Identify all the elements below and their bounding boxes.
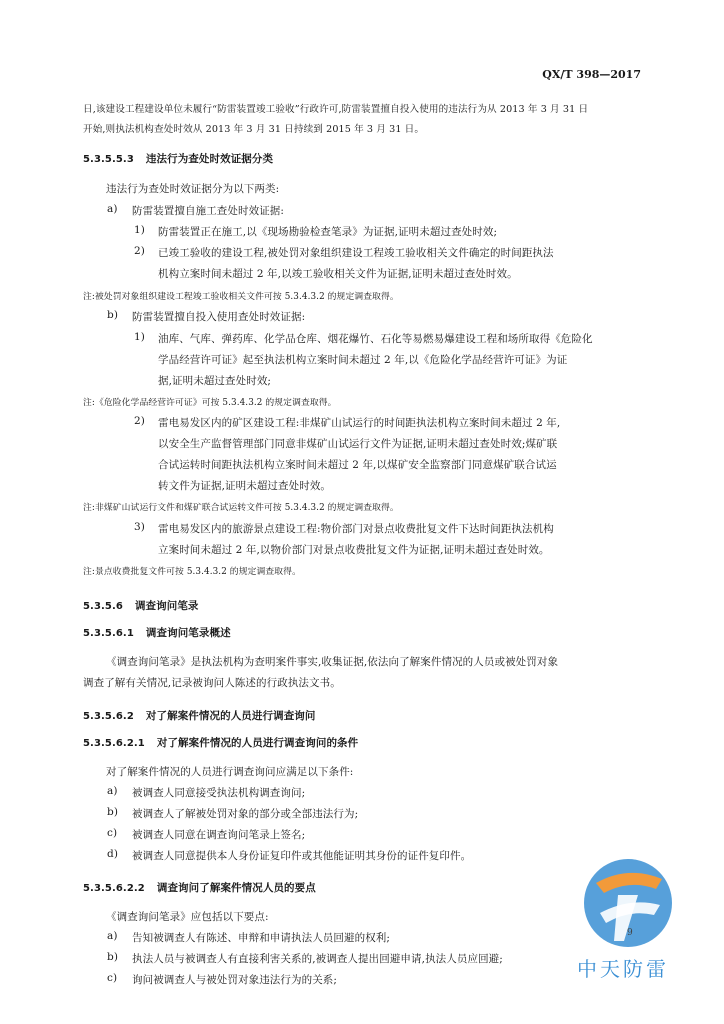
paragraph-line: 开始,则执法机构查处时效从 2013 年 3 月 31 日持续到 2015 年 3 月 31 日。	[83, 124, 425, 135]
list-item: 以安全生产监督管理部门同意非煤矿山试运行文件为证据,证明未超过查处时效;煤矿联	[158, 438, 558, 450]
list-item: 立案时间未超过 2 年,以物价部门对景点收费批复文件为证据,证明未超过查处时效。	[158, 544, 550, 556]
list-marker: a)	[107, 785, 118, 797]
list-item: 被调查人了解被处罚对象的部分或全部违法行为;	[132, 808, 359, 820]
section-title: 调查询问了解案件情况人员的要点	[156, 882, 316, 894]
paragraph-line: 日,该建设工程建设单位未履行“防雷装置竣工验收”行政许可,防雷装置擅自投入使用的违法行为从 2013 年 3 月 31 日	[83, 104, 589, 115]
list-marker: 2)	[134, 415, 145, 427]
list-item: 雷电易发区内的旅游景点建设工程:物价部门对景点收费批复文件下达时间距执法机构	[158, 523, 554, 535]
section-heading	[83, 880, 316, 895]
note: 注:景点收费批复文件可按 5.3.4.3.2 的规定调查取得。	[83, 567, 301, 577]
list-item: 雷电易发区内的矿区建设工程:非煤矿山试运行的时间距执法机构立案时间未超过 2 年,	[158, 417, 561, 429]
section-number: 5.3.5.6.2	[83, 711, 134, 722]
note: 注:《危险化学品经营许可证》可按 5.3.4.3.2 的规定调查取得。	[83, 398, 337, 408]
paragraph-line: 《调查询问笔录》是执法机构为查明案件事实,收集证据,依法向了解案件情况的人员或被处罚对象	[106, 656, 559, 668]
section-title: 对了解案件情况的人员进行调查询问的条件	[156, 737, 359, 749]
section-number: 5.3.5.5.3	[83, 154, 134, 165]
list-item: 合试运转时间距执法机构立案时间未超过 2 年,以煤矿安全监察部门同意煤矿联合试运	[158, 459, 557, 471]
list-marker: 1)	[134, 224, 145, 236]
section-number: 5.3.5.6	[83, 601, 123, 612]
list-marker: 2)	[134, 245, 145, 257]
list-item: 油库、气库、弹药库、化学品仓库、烟花爆竹、石化等易燃易爆建设工程和场所取得《危险化	[158, 333, 593, 345]
list-item: 防雷装置擅自投入使用查处时效证据:	[132, 311, 306, 323]
list-marker: 3)	[134, 521, 145, 533]
section-heading	[83, 735, 358, 750]
list-marker: a)	[107, 930, 118, 942]
section-title: 调查询问笔录概述	[145, 627, 231, 639]
note: 注:非煤矿山试运行文件和煤矿联合试运转文件可按 5.3.4.3.2 的规定调查取得。	[83, 503, 399, 513]
note: 注:被处罚对象组织建设工程竣工验收相关文件可按 5.3.4.3.2 的规定调查取得。	[83, 292, 399, 302]
list-item: 执法人员与被调查人有直接利害关系的,被调查人提出回避申请,执法人员应回避;	[132, 953, 503, 965]
list-marker: a)	[107, 203, 118, 215]
section-number: 5.3.5.6.2.2	[83, 883, 145, 894]
section-heading	[83, 625, 231, 640]
list-item: 转文件为证据,证明未超过查处时效。	[158, 480, 332, 492]
list-marker: b)	[107, 309, 119, 321]
standard-number: QX/T 398—2017	[542, 68, 641, 81]
paragraph-line: 对了解案件情况的人员进行调查询问应满足以下条件:	[106, 766, 354, 778]
list-item: 学品经营许可证》起至执法机构立案时间未超过 2 年,以《危险化学品经营许可证》为证	[158, 354, 568, 366]
list-item: 据,证明未超过查处时效;	[158, 375, 272, 387]
list-item: 防雷装置擅自施工查处时效证据:	[132, 205, 285, 217]
paragraph-line: 《调查询问笔录》应包括以下要点:	[106, 911, 269, 923]
list-item: 被调查人同意提供本人身份证复印件或其他能证明其身份的证件复印件。	[132, 850, 472, 862]
section-title: 违法行为查处时效证据分类	[145, 153, 274, 165]
list-item: 询问被调查人与被处罚对象违法行为的关系;	[132, 974, 338, 986]
section-title: 调查询问笔录	[134, 600, 199, 612]
list-marker: c)	[107, 827, 118, 839]
paragraph-line: 违法行为查处时效证据分为以下两类:	[106, 183, 280, 195]
list-item: 机构立案时间未超过 2 年,以竣工验收相关文件为证据,证明未超过查处时效。	[158, 268, 518, 280]
section-number: 5.3.5.6.1	[83, 628, 134, 639]
list-marker: c)	[107, 972, 118, 984]
list-item: 已竣工验收的建设工程,被处罚对象组织建设工程竣工验收相关文件确定的时间距执法	[158, 247, 554, 259]
list-marker: b)	[107, 951, 119, 963]
list-item: 被调查人同意在调查询问笔录上签名;	[132, 829, 306, 841]
section-heading	[83, 598, 199, 613]
list-item: 告知被调查人有陈述、申辩和申请执法人员回避的权利;	[132, 932, 391, 944]
section-heading	[83, 708, 316, 723]
page-number: 9	[627, 928, 633, 938]
list-item: 防雷装置正在施工,以《现场勘验检查笔录》为证据,证明未超过查处时效;	[158, 226, 498, 238]
paragraph-line: 调查了解有关情况,记录被询问人陈述的行政执法文书。	[83, 677, 341, 689]
section-title: 对了解案件情况的人员进行调查询问	[145, 710, 316, 722]
watermark-logo-text: 中天防雷	[577, 957, 669, 981]
section-heading	[83, 151, 273, 166]
list-marker: d)	[107, 848, 119, 860]
list-marker: b)	[107, 806, 119, 818]
list-item: 被调查人同意接受执法机构调查询问;	[132, 787, 306, 799]
list-marker: 1)	[134, 331, 145, 343]
section-number: 5.3.5.6.2.1	[83, 738, 145, 749]
